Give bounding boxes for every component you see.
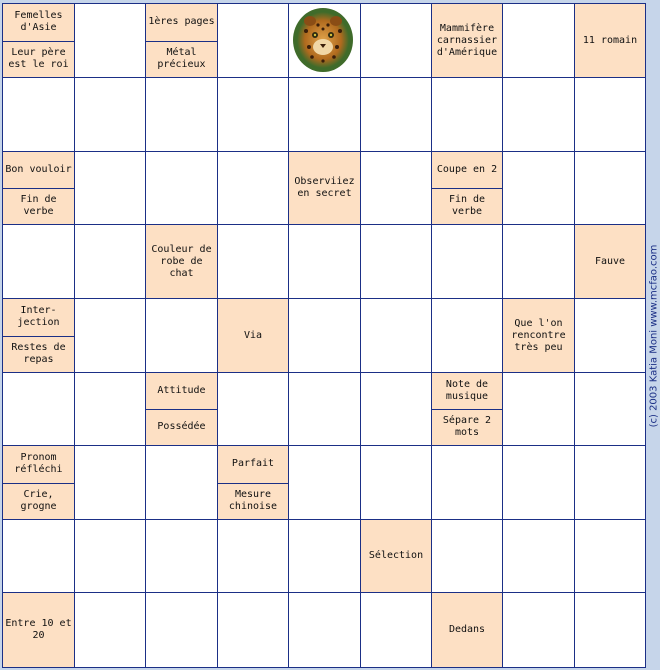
answer-cell[interactable] [288, 592, 361, 668]
answer-cell[interactable] [217, 372, 289, 446]
clue-text: Pronom réfléchi [14, 452, 63, 476]
answer-cell[interactable] [360, 298, 432, 373]
clue-text: Note de musique [445, 379, 489, 402]
answer-cell[interactable] [360, 3, 432, 78]
answer-cell[interactable] [574, 445, 646, 520]
answer-cell[interactable] [217, 151, 289, 225]
clue-text: Leur père est le roi [8, 46, 69, 70]
clue-cell [217, 445, 289, 520]
answer-cell[interactable] [288, 519, 361, 593]
answer-cell[interactable] [360, 372, 432, 446]
answer-cell[interactable] [502, 3, 575, 78]
answer-cell[interactable] [2, 519, 75, 593]
clue-text: Restes de repas [11, 341, 66, 365]
clue-text: Mesure chinoise [228, 488, 278, 512]
answer-cell[interactable] [502, 224, 575, 299]
clue-text: Parfait [231, 458, 275, 470]
clue-cell [2, 3, 75, 78]
answer-cell[interactable] [145, 298, 218, 373]
clue-text: Fauve [594, 255, 626, 267]
answer-cell[interactable] [217, 77, 289, 152]
answer-cell[interactable] [74, 3, 146, 78]
answer-cell[interactable] [502, 77, 575, 152]
answer-cell[interactable] [2, 372, 75, 446]
answer-cell[interactable] [431, 224, 503, 299]
answer-cell[interactable] [574, 77, 646, 152]
clue-cell [2, 592, 75, 668]
answer-cell[interactable] [574, 519, 646, 593]
clue-text: Inter-jection [17, 305, 60, 329]
answer-cell[interactable] [431, 77, 503, 152]
answer-cell[interactable] [74, 519, 146, 593]
answer-cell[interactable] [431, 519, 503, 593]
answer-cell[interactable] [360, 151, 432, 225]
clue-cell [145, 224, 218, 299]
answer-cell[interactable] [502, 592, 575, 668]
clue-cell [574, 3, 646, 78]
answer-cell[interactable] [502, 372, 575, 446]
clue-cell [360, 519, 432, 593]
answer-cell[interactable] [360, 77, 432, 152]
clue-text: 1ères pages [148, 16, 215, 28]
answer-cell[interactable] [74, 224, 146, 299]
jaguar-icon [292, 7, 354, 73]
answer-cell[interactable] [502, 445, 575, 520]
clue-text: Fin de verbe [20, 194, 57, 217]
answer-cell[interactable] [288, 77, 361, 152]
clue-text: Femelles d'Asie [14, 10, 63, 34]
clue-text: Crie, grogne [20, 488, 57, 512]
clue-text: Fin de verbe [448, 194, 486, 217]
answer-cell[interactable] [502, 151, 575, 225]
clue-cell [431, 592, 503, 668]
answer-cell[interactable] [288, 298, 361, 373]
clue-text: Couleur de robe de chat [151, 243, 212, 279]
copyright-credit [648, 0, 660, 670]
answer-cell[interactable] [2, 224, 75, 299]
clue-text: Entre 10 et 20 [5, 618, 72, 641]
answer-cell[interactable] [288, 445, 361, 520]
answer-cell[interactable] [145, 592, 218, 668]
clue-cell [145, 372, 218, 446]
answer-cell[interactable] [74, 372, 146, 446]
clue-text: Attitude [157, 385, 206, 396]
answer-cell[interactable] [74, 77, 146, 152]
answer-cell[interactable] [431, 445, 503, 520]
answer-cell[interactable] [145, 77, 218, 152]
clue-text: Possédée [157, 421, 206, 432]
clue-text: Métal précieux [157, 46, 206, 70]
credit-text: (c) 2003 Katia Moni www.mcfao.com [648, 244, 660, 428]
clue-text: Que l'on rencontre très peu [511, 317, 566, 353]
answer-cell[interactable] [360, 592, 432, 668]
answer-cell[interactable] [574, 592, 646, 668]
clue-text: Observiiez en secret [294, 176, 355, 199]
clue-cell [2, 298, 75, 373]
answer-cell[interactable] [217, 224, 289, 299]
answer-cell[interactable] [288, 372, 361, 446]
clue-text: Sépare 2 mots [442, 415, 492, 438]
answer-cell[interactable] [360, 445, 432, 520]
answer-cell[interactable] [574, 372, 646, 446]
answer-cell[interactable] [145, 151, 218, 225]
clue-cell [145, 3, 218, 78]
answer-cell[interactable] [145, 445, 218, 520]
clue-text: Coupe en 2 [436, 164, 498, 175]
answer-cell[interactable] [574, 151, 646, 225]
answer-cell[interactable] [217, 3, 289, 78]
clue-text: Bon vouloir [5, 164, 72, 175]
clue-cell [574, 224, 646, 299]
answer-cell[interactable] [217, 519, 289, 593]
clue-cell [2, 445, 75, 520]
answer-cell[interactable] [74, 298, 146, 373]
answer-cell[interactable] [74, 445, 146, 520]
answer-cell[interactable] [360, 224, 432, 299]
clue-text: 11 romain [582, 34, 638, 46]
answer-cell[interactable] [217, 592, 289, 668]
clue-text: Sélection [368, 550, 424, 561]
answer-cell[interactable] [145, 519, 218, 593]
clue-cell [431, 372, 503, 446]
clue-cell [217, 298, 289, 373]
clue-cell [288, 151, 361, 225]
clue-cell [502, 298, 575, 373]
clue-cell [431, 3, 503, 78]
clue-text: Dedans [448, 624, 486, 635]
clue-cell [2, 151, 75, 225]
answer-cell[interactable] [502, 519, 575, 593]
answer-cell[interactable] [574, 298, 646, 373]
clue-text: Mammifère carnassier d'Amérique [436, 22, 498, 58]
crossword-grid [2, 3, 645, 667]
answer-cell[interactable] [2, 77, 75, 152]
clue-text: Via [243, 329, 263, 341]
clue-cell [431, 151, 503, 225]
answer-cell[interactable] [74, 592, 146, 668]
image-clue-cell [288, 3, 361, 78]
answer-cell[interactable] [431, 298, 503, 373]
answer-cell[interactable] [74, 151, 146, 225]
answer-cell[interactable] [288, 224, 361, 299]
